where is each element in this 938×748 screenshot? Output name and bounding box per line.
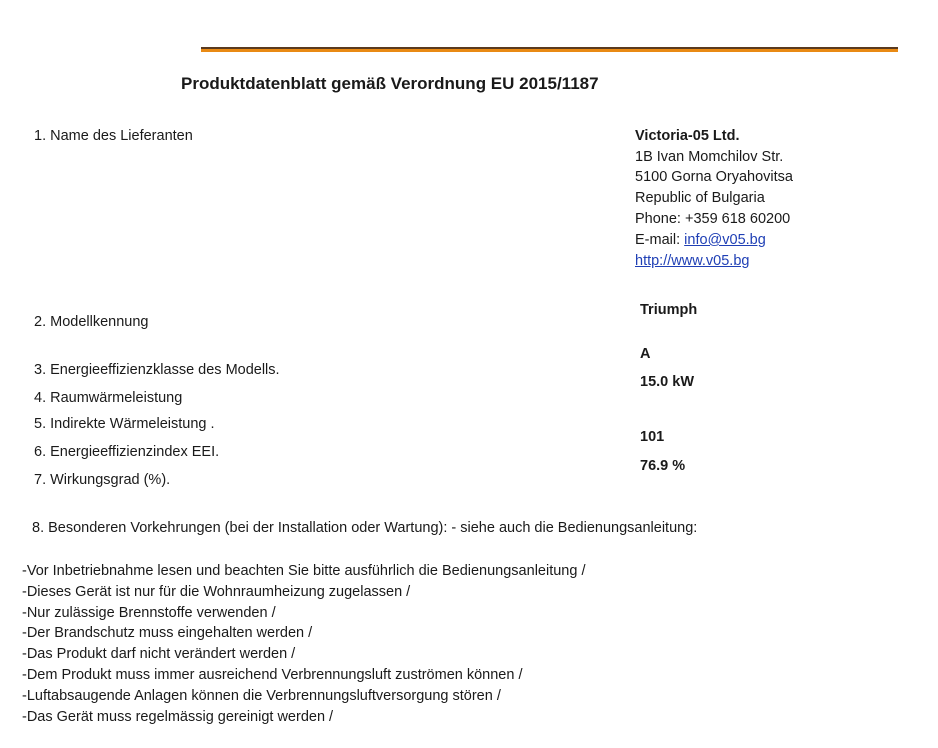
eei-label: 6. Energieeffizienzindex EEI. <box>34 444 220 460</box>
supplier-city: 5100 Gorna Oryahovitsa <box>635 169 793 185</box>
supplier-company: Victoria-05 Ltd. <box>635 128 740 144</box>
list-item: -Vor Inbetriebnahme lesen und beachten Sie bitte ausführlich die Bedienungsanleitung / <box>22 563 586 579</box>
class-label: 3. Energieeffizienzklasse des Modells. <box>34 362 280 378</box>
list-item: -Dieses Gerät ist nur für die Wohnraumheizung zugelassen / <box>22 583 411 600</box>
indirect-label: 5. Indirekte Wärmeleistung . <box>34 416 215 432</box>
class-value: A <box>640 346 651 362</box>
list-item: -Dem Produkt muss immer ausreichend Verbrennungsluft zuströmen können / <box>22 666 523 683</box>
list-item: -Der Brandschutz muss eingehalten werden / <box>22 625 313 642</box>
heat-label: 4. Raumwärmeleistung <box>34 390 183 406</box>
eei-value: 101 <box>640 429 665 445</box>
supplier-country: Republic of Bulgaria <box>635 190 765 206</box>
supplier-email-link[interactable]: info@v05.bg <box>684 232 766 248</box>
supplier-website-line <box>635 253 749 269</box>
header-rule-accent <box>201 49 898 52</box>
precautions-heading: 8. Besonderen Vorkehrungen (bei der Installation oder Wartung): - siehe auch die Bedienungsanleitung: <box>32 520 698 536</box>
list-item: -Nur zulässige Brennstoffe verwenden / <box>22 604 276 621</box>
supplier-website-link[interactable]: http://www.v05.bg <box>635 253 750 269</box>
page-title: Produktdatenblatt gemäß Verordnung EU 2015/1187 <box>181 74 599 93</box>
model-value: Triumph <box>640 302 698 318</box>
list-item: -Das Gerät muss regelmässig gereinigt werden / <box>22 708 334 725</box>
supplier-phone: Phone: +359 618 60200 <box>635 211 791 227</box>
supplier-email-label: E-mail: <box>635 232 685 248</box>
efficiency-value: 76.9 % <box>640 458 686 474</box>
precautions-list <box>22 561 585 727</box>
list-item: -Luftabsaugende Anlagen können die Verbrennungsluftversorgung stören / <box>22 687 501 704</box>
efficiency-label: 7. Wirkungsgrad (%). <box>34 472 171 488</box>
supplier-email-line <box>635 232 766 248</box>
model-label: 2. Modellkennung <box>34 314 149 330</box>
list-item: -Das Produkt darf nicht verändert werden / <box>22 646 296 663</box>
supplier-street: 1B Ivan Momchilov Str. <box>635 149 784 165</box>
heat-value: 15.0 kW <box>640 374 694 390</box>
supplier-label: 1. Name des Lieferanten <box>34 128 193 144</box>
